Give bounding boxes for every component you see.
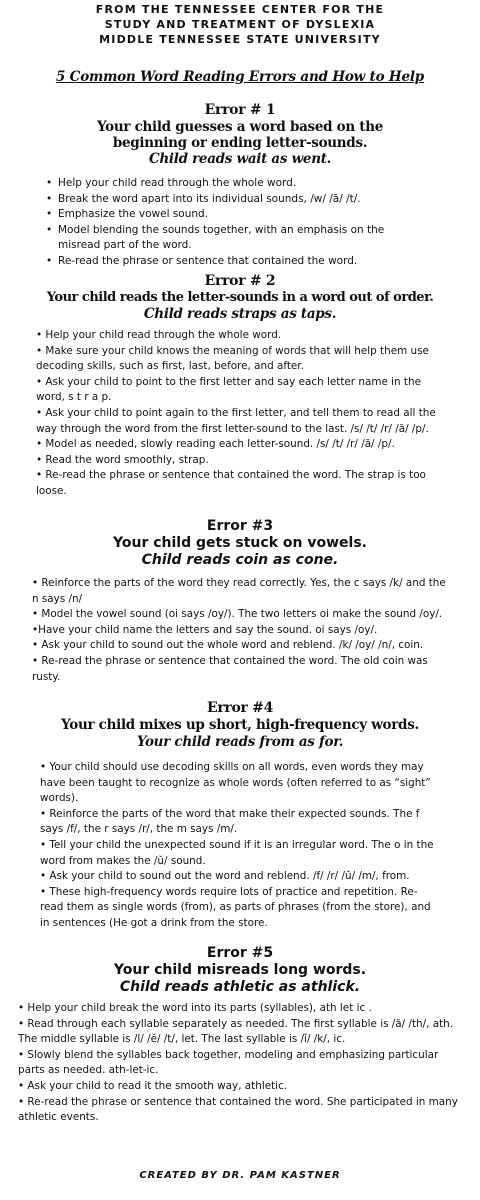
- error-2-tip: • Help your child read through the whole word.: [36, 329, 282, 341]
- error-2-tip: • Re-read the phrase or sentence that contained the word. The strap is too loose.: [36, 469, 426, 497]
- error-3-tip: • Ask your child to sound out the whole word and reblend. /k/ /oy/ /n/, coin.: [32, 639, 424, 652]
- error-2-tip: • Model as needed, slowly reading each letter-sound. /s/ /t/ /r/ /ă/ /p/.: [36, 438, 395, 451]
- error-5-example: Child reads athletic as athlick.: [119, 979, 361, 995]
- error-1-description-line-1: Your child guesses a word based on the: [96, 119, 384, 135]
- document-title: 5 Common Word Reading Errors and How to Help: [55, 69, 425, 85]
- error-3-label: Error #3: [206, 518, 274, 534]
- error-4-tip: • Reinforce the parts of the word that make their expected sounds. The f says /f/, the r says /r/, the m says /m/.: [40, 807, 420, 836]
- error-2-tip: • Ask your child to point again to the first letter, and tell them to read all the way through the word from the first letter-sound to the last. /s/ /t/ /r/ /ă/ /p/.: [36, 406, 436, 435]
- error-5-label: Error #5: [206, 945, 274, 961]
- error-2-tip: • Ask your child to point to the first letter and say each letter name in the word, s t r a p.: [36, 375, 421, 404]
- error-3-tip: • Model the vowel sound (oi says /oy/). The two letters oi make the sound /oy/.: [32, 608, 443, 621]
- error-5-tip: • Read through each syllable separately as needed. The first syllable is /ă/ /th/, ath. The middle syllable is /l/ /ĕ/ /t/, let. The last syllable is /ĭ/ /k/, ic.: [18, 1017, 454, 1046]
- author-credit: CREATED BY DR. PAM KASTNER: [139, 1170, 341, 1181]
- error-5-tip: • Ask your child to read it the smooth way, athletic.: [18, 1079, 288, 1092]
- error-5-description: Your child misreads long words.: [113, 962, 367, 978]
- error-3-example: Child reads coin as cone.: [141, 552, 339, 568]
- error-4-tip: • These high-frequency words require lots of practice and repetition. Re-read them as single words (from), as parts of phrases (from the store), and in sentences (He got a drink from the store.: [40, 885, 431, 929]
- institution-header: [0, 2, 480, 47]
- error-1-tip: • Re-read the phrase or sentence that contained the word.: [44, 254, 424, 270]
- error-1-tip: • Model blending the sounds together, with an emphasis on the misread part of the word.: [44, 223, 424, 254]
- error-2-description: Your child reads the letter-sounds in a word out of order.: [46, 290, 434, 305]
- header-line-2: STUDY AND TREATMENT OF DYSLEXIA: [104, 18, 376, 31]
- error-4-description: Your child mixes up short, high-frequency words.: [61, 717, 419, 733]
- error-1-example: Child reads wait as went.: [148, 151, 332, 167]
- error-4-tip: • Tell your child the unexpected sound if it is an irregular word. The o in the word from makes the /ŭ/ sound.: [40, 838, 434, 867]
- error-2-example: Child reads straps as taps.: [143, 306, 337, 322]
- error-5-tip: • Help your child break the word into its parts (syllables), ath let ic .: [18, 1002, 372, 1014]
- error-1-tip: • Break the word apart into its individual sounds, /w/ /ā/ /t/.: [44, 192, 424, 208]
- error-3-tip: • Re-read the phrase or sentence that contained the word. The old coin was rusty.: [32, 654, 428, 683]
- error-5-tip: • Re-read the phrase or sentence that contained the word. She participated in many athletic events.: [18, 1095, 458, 1124]
- error-3-description: Your child gets stuck on vowels.: [113, 535, 367, 551]
- error-1-tip: • Emphasize the vowel sound.: [44, 207, 424, 223]
- error-3-tip: • Reinforce the parts of the word they read correctly. Yes, the c says /k/ and the n says /n/: [32, 577, 446, 605]
- error-1-tips-list: [44, 176, 424, 269]
- error-1-label: Error # 1: [204, 102, 276, 118]
- error-4-tip: • Your child should use decoding skills on all words, even words they may have been taught to recognize as whole words (often referred to as “sight” words).: [40, 761, 431, 805]
- error-4-label: Error #4: [206, 700, 274, 716]
- error-4-example: Your child reads from as for.: [136, 734, 344, 750]
- error-3-tip: •Have your child name the letters and say the sound. oi says /oy/.: [32, 623, 378, 636]
- error-1-tip: • Help your child read through the whole word.: [44, 176, 424, 192]
- header-line-3: MIDDLE TENNESSEE STATE UNIVERSITY: [99, 33, 381, 46]
- error-4-tips: [40, 760, 440, 932]
- header-line-1: FROM THE TENNESSEE CENTER FOR THE: [95, 3, 385, 16]
- error-1-description-line-2: beginning or ending letter-sounds.: [112, 135, 368, 151]
- error-5-tips: [18, 1001, 468, 1126]
- error-5-tip: • Slowly blend the syllables back together, modeling and emphasizing particular parts as needed. ath-let-ic.: [18, 1048, 439, 1077]
- error-2-tip: • Make sure your child knows the meaning of words that will help them use decoding skills, such as first, last, before, and after.: [36, 344, 429, 373]
- error-2-tip: • Read the word smoothly, strap.: [36, 453, 209, 466]
- error-4-tip: • Ask your child to sound out the word and reblend. /f/ /r/ /ŭ/ /m/, from.: [40, 870, 410, 883]
- error-3-tips: [32, 576, 454, 685]
- error-2-label: Error # 2: [204, 273, 276, 289]
- error-2-tips: [36, 328, 450, 500]
